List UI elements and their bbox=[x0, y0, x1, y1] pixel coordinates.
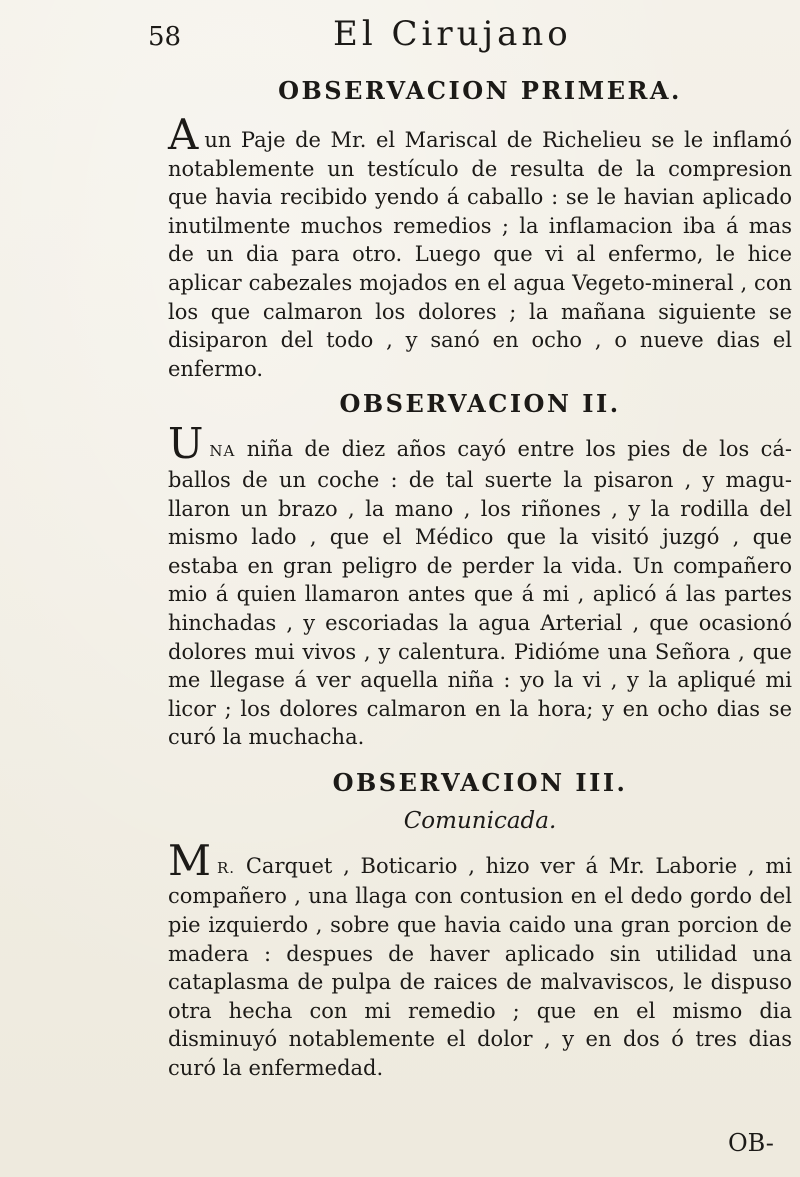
running-head bbox=[148, 14, 768, 58]
observation-3-heading: OBSERVACION III. bbox=[332, 767, 628, 797]
observation-3-initial: M bbox=[168, 835, 212, 885]
observation-3-subheading: Comunicada. bbox=[403, 807, 557, 834]
observation-1-initial: A bbox=[168, 110, 199, 159]
observation-2-smallcaps: NA bbox=[209, 442, 236, 461]
observation-3-text bbox=[168, 835, 792, 1083]
book-title: El Cirujano bbox=[333, 14, 572, 54]
text-block bbox=[168, 76, 792, 1083]
observation-2-initial: U bbox=[168, 419, 204, 469]
observation-2-body: niña de diez años cayó entre los pies de los cáballos de un coche : de tal suerte la pisaron , y magullaron un brazo , la mano , los riñones , y la rodilla del mismo lado , que el Médico que la visitó juzgó , que estaba en gran peligro de perder la vida. Un compañero mio á quien llamaron antes que á mi , aplicó á las partes hinchadas , y escoriadas la agua Arterial , que ocasionó dolores mui vivos , y calentura. Pidióme una Señora , que me llegase á ver aquella niña : yo la vi , y la apliqué mi licor ; los dolores calmaron en la hora; y en ocho dias se curó la muchacha. bbox=[168, 437, 792, 750]
observation-3-body: Carquet , Boticario , hizo ver á Mr. Laborie , mi compañero , una llaga con contusion en el dedo gordo del pie izquierdo , sobre que havia caido una gran porcion de madera : despues de haver aplicado sin utilidad una cataplasma de pulpa de raices de malvaviscos, le dispuso otra hecha con mi remedio ; que en el mismo dia disminuyó notablemente el dolor , y en dos ó tres dias curó la enfermedad. bbox=[168, 853, 792, 1081]
page-number: 58 bbox=[148, 22, 182, 52]
observation-2-text bbox=[168, 419, 792, 752]
observation-1-body: un Paje de Mr. el Mariscal de Richelieu se le inflamó notablemente un testículo de resulta de la compresion que havia recibido yendo á caballo : se le havian aplicado inutilmente muchos remedios ; la inflamacion iba á mas de un dia para otro. Luego que vi al enfermo, le hice aplicar cabezales mojados en el agua Vegeto-mineral , con los que calmaron los dolores ; la mañana siguiente se disiparon del todo , y sanó en ocho , o nueve dias el enfermo. bbox=[168, 128, 792, 381]
observation-1-text bbox=[168, 110, 792, 383]
observation-3-smallcaps: R. bbox=[217, 858, 236, 877]
observation-1-heading: OBSERVACION PRIMERA. bbox=[278, 76, 682, 105]
catchword: OB- bbox=[728, 1129, 774, 1157]
observation-2-heading: OBSERVACION II. bbox=[339, 389, 621, 419]
